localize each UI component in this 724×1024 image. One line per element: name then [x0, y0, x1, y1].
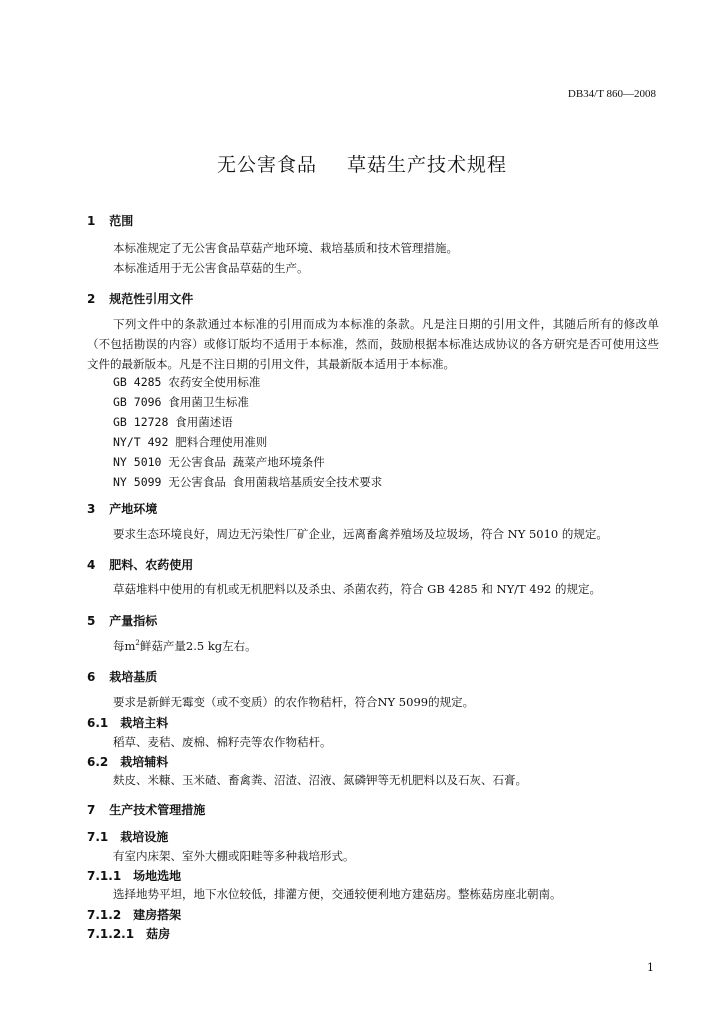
section-6-2-heading: 6.2 栽培辅料: [87, 755, 169, 769]
reference-item: NY 5099 无公害食品 食用菌栽培基质安全技术要求: [113, 475, 383, 489]
section-7-1-2-1-heading: 7.1.2.1 菇房: [87, 927, 171, 941]
reference-item: NY/T 492 肥料合理使用准则: [113, 435, 268, 449]
section-1-para-1: 本标准规定了无公害食品草菇产地环境、栽培基质和技术管理措施。: [113, 241, 458, 255]
reference-item: GB 12728 食用菌述语: [113, 415, 233, 429]
section-7-heading: 7 生产技术管理措施: [87, 803, 206, 817]
section-7-1-para: 有室内床架、室外大棚或阳畦等多种栽培形式。: [113, 849, 355, 863]
title-part-1: 无公害食品: [216, 154, 317, 176]
section-6-2-para: 麸皮、米糠、玉米碴、畜禽粪、沼渣、沼液、氮磷钾等无机肥料以及石灰、石膏。: [113, 773, 527, 787]
section-3-heading: 3 产地环境: [87, 502, 158, 516]
reference-item: GB 4285 农药安全使用标准: [113, 375, 261, 389]
section-6-1-heading: 6.1 栽培主料: [87, 716, 169, 730]
section-7-1-1-para: 选择地势平坦，地下水位较低，排灌方便，交通较便利地方建菇房。整栋菇房座北朝南。: [113, 887, 562, 901]
reference-item: NY 5010 无公害食品 蔬菜产地环境条件: [113, 455, 325, 469]
standard-code: DB34/T 860—2008: [567, 88, 656, 100]
section-6-para: 要求是新鲜无霉变（或不变质）的农作物秸杆，符合NY 5099的规定。: [113, 695, 475, 709]
section-5-heading: 5 产量指标: [87, 614, 158, 628]
section-4-para: 草菇堆料中使用的有机或无机肥料以及杀虫、杀菌农药，符合 GB 4285 和 NY/T 492 的规定。: [113, 582, 601, 596]
section-1-heading: 1 范围: [87, 214, 134, 228]
section-3-para: 要求生态环境良好，周边无污染性厂矿企业，远离畜禽养殖场及垃圾场，符合 NY 5010 的规定。: [113, 527, 608, 541]
section-1-para-2: 本标准适用于无公害食品草菇的生产。: [113, 261, 309, 275]
section-6-1-para: 稻草、麦秸、废棉、棉籽壳等农作物秸杆。: [113, 735, 332, 749]
section-7-1-heading: 7.1 栽培设施: [87, 830, 169, 844]
section-2-intro: 下列文件中的条款通过本标准的引用而成为本标准的条款。凡是注日期的引用文件，其随后所有的修改单（不包括勘误的内容）或修订版均不适用于本标准，然而，鼓励根据本标准达成协议的各方研究是否可使用这些文件的最新版本。凡是不注日期的引用文件，其最新版本适用于本标准。: [87, 317, 659, 371]
document-title: [0, 150, 724, 177]
section-7-1-1-heading: 7.1.1 场地选地: [87, 869, 182, 883]
section-5-para: 每$m^2$鲜菇产量2.5 kg左右。: [113, 639, 257, 653]
reference-item: GB 7096 食用菌卫生标准: [113, 395, 249, 409]
section-2-heading: 2 规范性引用文件: [87, 292, 194, 306]
section-4-heading: 4 肥料、农药使用: [87, 558, 194, 572]
page-number: 1: [647, 961, 654, 974]
title-part-2: 草菇生产技术规程: [347, 154, 508, 176]
section-7-1-2-heading: 7.1.2 建房搭架: [87, 908, 182, 922]
section-6-heading: 6 栽培基质: [87, 670, 158, 684]
